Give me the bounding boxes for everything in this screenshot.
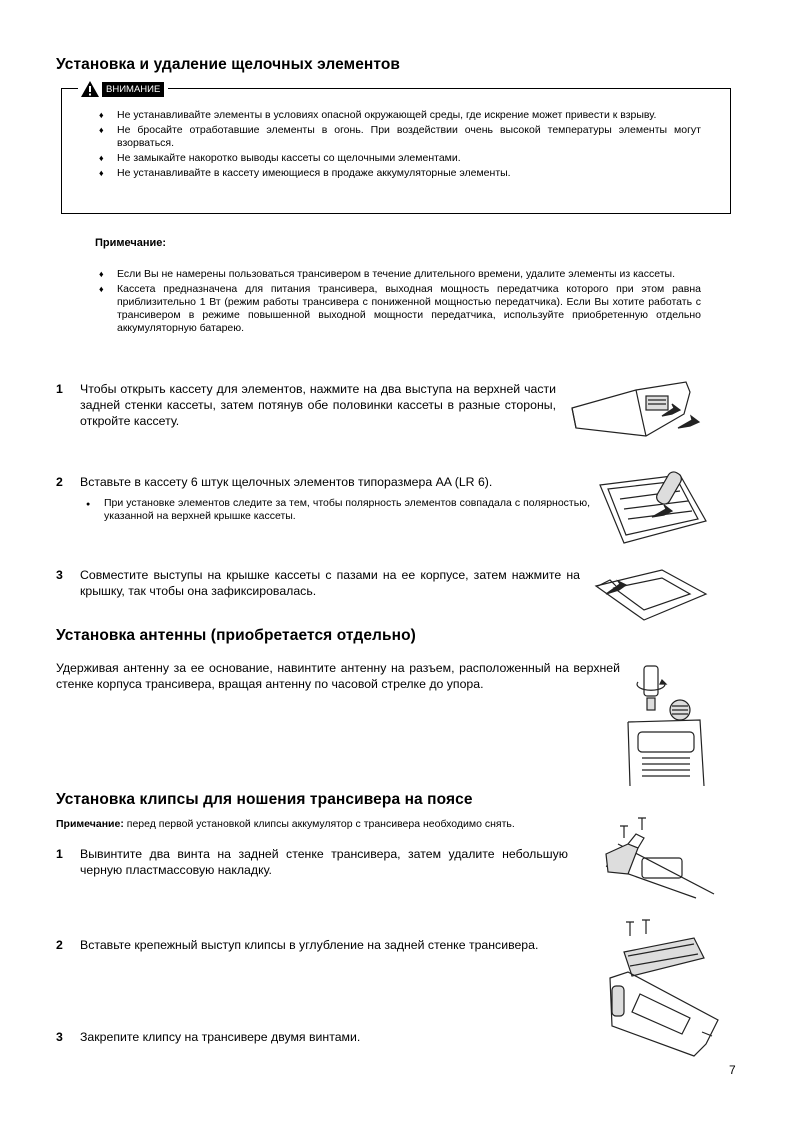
- warning-item: ♦ Не устанавливайте в кассету имеющиеся в продаже аккумуляторные элементы.: [97, 167, 701, 180]
- step-2-sublist: [84, 497, 590, 525]
- note-title: Примечание:: [95, 237, 167, 249]
- belt-clip-note: [56, 818, 515, 830]
- note-item: ♦ Если Вы не намерены пользоваться трансивером в течение длительного времени, удалите элементы из кассеты.: [97, 268, 701, 281]
- clip-screws-illustration: [598, 814, 718, 900]
- belt-clip-note-label: Примечание:: [56, 818, 124, 830]
- warning-item: ♦ Не устанавливайте элементы в условиях опасной окружающей среды, где искрение может привести к взрыву.: [97, 109, 701, 122]
- step-2-subitem: ● При установке элементов следите за тем, чтобы полярность элементов совпадала с полярностью, указанной на верхней крышке кассеты.: [84, 497, 590, 523]
- section-title-battery: Установка и удаление щелочных элементов: [56, 56, 401, 73]
- antenna-illustration: [620, 662, 710, 788]
- step-number: 2: [56, 938, 63, 952]
- warning-list: [97, 109, 701, 182]
- section-title-belt-clip: Установка клипсы для ношения трансивера на поясе: [56, 791, 473, 808]
- warning-label: ВНИМАНИЕ: [102, 82, 164, 97]
- warning-item: ♦ Не замыкайте накоротко выводы кассеты со щелочными элементами.: [97, 152, 701, 165]
- step-number: 1: [56, 847, 63, 861]
- step-text: Вставьте в кассету 6 штук щелочных элементов типоразмера AA (LR 6).: [80, 475, 493, 489]
- step-number: 3: [56, 1030, 63, 1044]
- section-title-antenna: Установка антенны (приобретается отдельно): [56, 627, 416, 644]
- step-number: 3: [56, 568, 63, 582]
- antenna-text: Удерживая антенну за ее основание, навинтите антенну на разъем, расположенный на верхней стенке корпуса трансивера, вращая антенну по часовой стрелке до упора.: [56, 661, 620, 691]
- step-text: Закрепите клипсу на трансивере двумя винтами.: [80, 1030, 361, 1044]
- warning-triangle-icon: [80, 80, 100, 98]
- step-number: 2: [56, 475, 63, 489]
- note-item: ♦ Кассета предназначена для питания трансивера, выходная мощность передатчика которого при этом равна приблизительно 1 Вт (режим работы трансивера с пониженной мощностью передатчика). Если Вы хотите работать с трансивером в режиме повышенной выходной мощности передатчика, используйте приобретенную отдельно аккумуляторную батарею.: [97, 283, 701, 335]
- battery-case-open-illustration: [566, 378, 706, 448]
- step-number: 1: [56, 382, 63, 396]
- step-text: Чтобы открыть кассету для элементов, нажмите на два выступа на верхней части задней стенки кассеты, затем потянув обе половинки кассеты в разные стороны, откройте кассету.: [80, 382, 556, 428]
- note-list: [97, 268, 701, 337]
- battery-insert-illustration: [596, 465, 710, 553]
- belt-clip-note-text: перед первой установкой клипсы аккумулятор с трансивера необходимо снять.: [126, 818, 515, 830]
- step-text: Совместите выступы на крышке кассеты с пазами на ее корпусе, затем нажмите на крышку, так чтобы она зафиксировалась.: [80, 568, 580, 598]
- clip-attach-illustration: [600, 916, 724, 1058]
- warning-tag: [78, 78, 168, 100]
- battery-close-illustration: [592, 564, 710, 624]
- step-text: Вставьте крепежный выступ клипсы в углубление на задней стенке трансивера.: [80, 938, 539, 952]
- page-number: 7: [729, 1063, 736, 1077]
- warning-item: ♦ Не бросайте отработавшие элементы в огонь. При воздействии очень высокой температуры элементы могут взорваться.: [97, 124, 701, 150]
- step-text: Вывинтите два винта на задней стенке трансивера, затем удалите небольшую черную пластмассовую накладку.: [80, 847, 568, 877]
